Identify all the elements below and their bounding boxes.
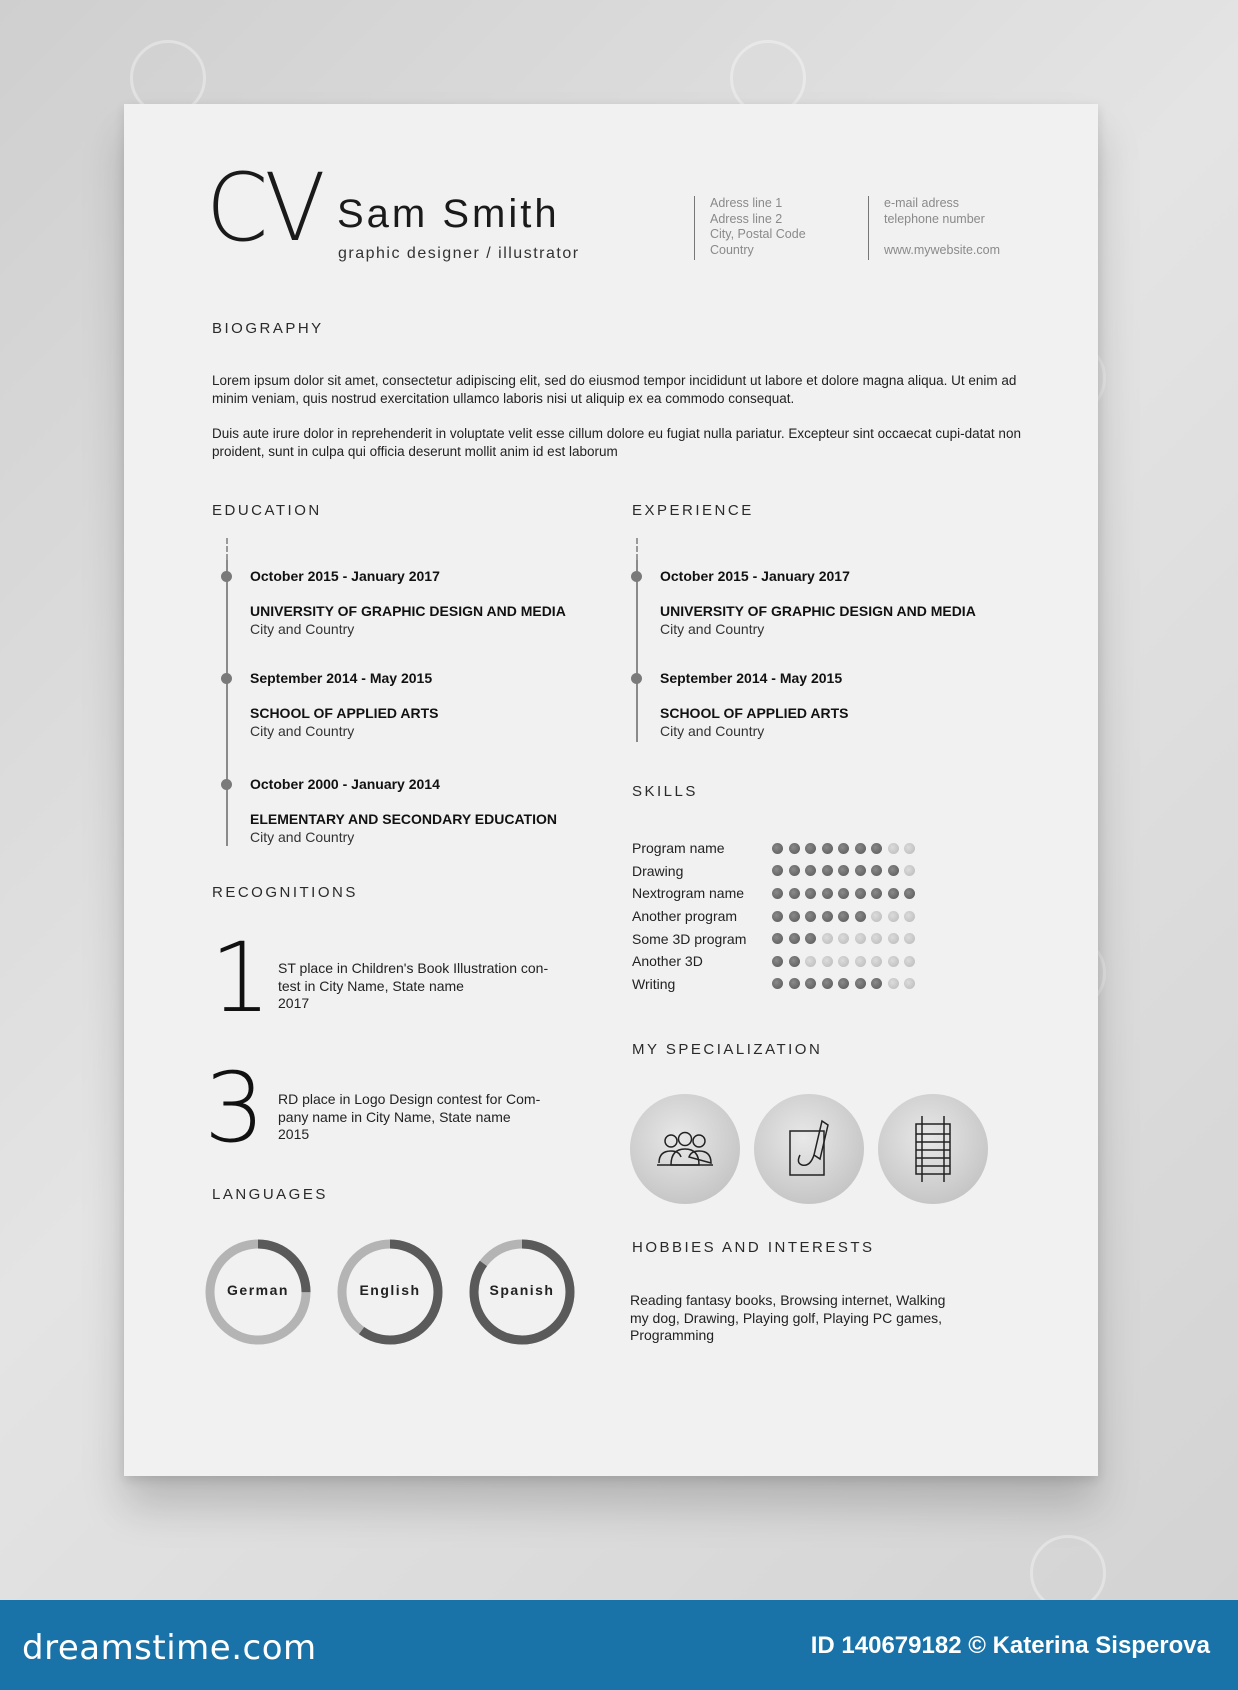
skill-row <box>632 905 962 928</box>
skill-dot-empty <box>855 956 866 967</box>
skill-name: Writing <box>632 975 676 992</box>
skill-row <box>632 837 962 860</box>
skill-row <box>632 860 962 883</box>
experience-heading: EXPERIENCE <box>632 502 754 519</box>
skill-dot-filled <box>772 933 783 944</box>
cv-sheet <box>124 104 1098 1476</box>
website-link[interactable]: www.mywebsite.com <box>884 242 1000 257</box>
experience-place: City and Country <box>660 723 765 739</box>
skill-rating <box>772 933 915 944</box>
skill-dot-filled <box>772 843 783 854</box>
skill-dot-filled <box>871 843 882 854</box>
education-institution: ELEMENTARY AND SECONDARY EDUCATION <box>250 811 557 827</box>
skill-dot-filled <box>838 978 849 989</box>
recognition-number: 1 <box>210 922 272 1034</box>
address-line: City, Postal Code <box>710 227 806 241</box>
skill-dot-filled <box>772 865 783 876</box>
skill-dot-filled <box>855 865 866 876</box>
skill-dot-filled <box>871 888 882 899</box>
skill-row <box>632 950 962 973</box>
skill-dot-empty <box>805 956 816 967</box>
skill-dot-filled <box>789 933 800 944</box>
skill-dot-filled <box>822 978 833 989</box>
skill-dot-filled <box>772 911 783 922</box>
skill-dot-filled <box>888 888 899 899</box>
footer-bar <box>0 1600 1238 1690</box>
timeline-dot <box>221 571 232 582</box>
skill-dot-filled <box>789 956 800 967</box>
skill-dot-empty <box>888 911 899 922</box>
skill-dot-filled <box>855 978 866 989</box>
experience-place: City and Country <box>660 621 765 637</box>
language-name: English <box>359 1282 421 1298</box>
skill-dot-filled <box>789 911 800 922</box>
language-name: Spanish <box>489 1282 555 1298</box>
email-text: e-mail adress <box>884 196 960 210</box>
skill-dot-empty <box>904 978 915 989</box>
language-ring <box>204 1238 312 1346</box>
education-date: October 2015 - January 2017 <box>250 568 440 584</box>
footer-logo[interactable]: dreamstime.com <box>22 1628 317 1668</box>
language-ring <box>468 1238 576 1346</box>
skill-dot-empty <box>871 933 882 944</box>
timeline-dot <box>631 571 642 582</box>
biography-heading: BIOGRAPHY <box>212 320 324 337</box>
biography-paragraph: Duis aute irure dolor in reprehenderit in voluptate velit esse cillum dolore eu fugiat nulla pariatur. Excepteur sint occaecat cupi-datat non proident, sunt in culpa qui officia deserunt mollit anim id est laborum <box>212 426 1021 459</box>
skill-name: Another program <box>632 908 738 925</box>
skill-dot-empty <box>888 956 899 967</box>
skill-dot-empty <box>871 956 882 967</box>
skill-dot-empty <box>904 956 915 967</box>
specialization-circle <box>630 1094 740 1204</box>
skill-dot-empty <box>904 865 915 876</box>
skill-dot-empty <box>888 843 899 854</box>
skill-dot-filled <box>855 911 866 922</box>
skill-dot-filled <box>871 865 882 876</box>
hobbies-text: Reading fantasy books, Browsing internet, Walking my dog, Drawing, Playing golf, Playing PC games, Programming <box>630 1292 946 1343</box>
experience-date: September 2014 - May 2015 <box>660 670 843 686</box>
timeline-line <box>226 560 228 846</box>
hobbies-heading: HOBBIES AND INTERESTS <box>632 1239 875 1256</box>
education-place: City and Country <box>250 723 355 739</box>
skill-dot-empty <box>855 933 866 944</box>
skill-rating <box>772 843 915 854</box>
timeline-start <box>226 538 228 560</box>
skill-name: Program name <box>632 840 725 857</box>
experience-institution: UNIVERSITY OF GRAPHIC DESIGN AND MEDIA <box>660 603 976 619</box>
skill-dot-filled <box>789 843 800 854</box>
skills-list <box>632 837 962 995</box>
skill-dot-filled <box>838 843 849 854</box>
recognition-description: RD place in Logo Design contest for Com-pany name in City Name, State name <box>278 1091 541 1125</box>
skill-dot-empty <box>904 933 915 944</box>
skill-dot-empty <box>904 843 915 854</box>
timeline-start <box>636 538 638 560</box>
book-pages-icon <box>908 1114 958 1184</box>
skill-dot-filled <box>789 888 800 899</box>
skill-dot-filled <box>805 865 816 876</box>
skill-name: Another 3D <box>632 953 703 970</box>
skill-row <box>632 927 962 950</box>
skill-dot-filled <box>822 888 833 899</box>
skill-dot-filled <box>805 933 816 944</box>
timeline-dot <box>221 673 232 684</box>
timeline-line <box>636 560 638 742</box>
skill-name: Nextrogram name <box>632 885 745 902</box>
skill-dot-filled <box>888 865 899 876</box>
skill-dot-filled <box>822 911 833 922</box>
skill-dot-empty <box>871 911 882 922</box>
skill-rating <box>772 956 915 967</box>
phone-text: telephone number <box>884 211 985 226</box>
skill-dot-filled <box>838 888 849 899</box>
address-line: Country <box>710 242 754 257</box>
skill-dot-empty <box>838 956 849 967</box>
skill-rating <box>772 865 915 876</box>
language-name: German <box>227 1282 289 1298</box>
drawing-tablet-icon <box>784 1119 834 1179</box>
group-icon <box>653 1129 717 1169</box>
address-block <box>710 196 806 258</box>
header-divider <box>694 196 695 260</box>
skill-row <box>632 882 962 905</box>
skill-dot-filled <box>772 888 783 899</box>
skills-heading: SKILLS <box>632 783 698 800</box>
recognition-text <box>278 1091 558 1144</box>
skill-dot-empty <box>888 978 899 989</box>
education-institution: SCHOOL OF APPLIED ARTS <box>250 705 439 721</box>
skill-row <box>632 973 962 996</box>
recognition-year: 2015 <box>278 1126 310 1142</box>
skill-dot-empty <box>888 933 899 944</box>
skill-dot-filled <box>838 865 849 876</box>
cv-monogram: CV <box>206 154 322 263</box>
footer-credit: ID 140679182 © Katerina Sisperova <box>810 1632 1210 1659</box>
skill-dot-filled <box>822 843 833 854</box>
experience-date: October 2015 - January 2017 <box>660 568 850 584</box>
education-place: City and Country <box>250 621 355 637</box>
skill-dot-empty <box>904 911 915 922</box>
language-ring <box>336 1238 444 1346</box>
skill-dot-empty <box>822 956 833 967</box>
specialization-circle <box>878 1094 988 1204</box>
skill-dot-filled <box>805 911 816 922</box>
skill-dot-empty <box>838 933 849 944</box>
skill-dot-filled <box>855 888 866 899</box>
specialization-heading: MY SPECIALIZATION <box>632 1041 823 1058</box>
skill-rating <box>772 888 915 899</box>
header-divider <box>868 196 869 260</box>
skill-dot-filled <box>789 865 800 876</box>
skill-dot-filled <box>789 978 800 989</box>
candidate-title: graphic designer / illustrator <box>338 245 580 262</box>
candidate-name: Sam Smith <box>337 192 560 236</box>
address-line: Adress line 2 <box>710 211 783 226</box>
skill-dot-filled <box>904 888 915 899</box>
biography-paragraph: Lorem ipsum dolor sit amet, consectetur adipiscing elit, sed do eiusmod tempor incididunt ut labore et dolore magna aliqua. Ut enim ad minim veniam, quis nostrud exercitation ullamco laboris nisi ut aliquip ex ea commodo consequat. <box>212 373 1017 406</box>
education-institution: UNIVERSITY OF GRAPHIC DESIGN AND MEDIA <box>250 603 566 619</box>
languages-heading: LANGUAGES <box>212 1186 328 1203</box>
skill-dot-filled <box>772 956 783 967</box>
address-line: Adress line 1 <box>710 196 783 210</box>
skill-dot-filled <box>805 843 816 854</box>
contact-block <box>884 196 1000 258</box>
skill-rating <box>772 911 915 922</box>
skill-rating <box>772 978 915 989</box>
timeline-dot <box>631 673 642 684</box>
experience-institution: SCHOOL OF APPLIED ARTS <box>660 705 849 721</box>
skill-name: Drawing <box>632 862 684 879</box>
education-date: September 2014 - May 2015 <box>250 670 433 686</box>
skill-dot-filled <box>772 978 783 989</box>
skill-dot-filled <box>855 843 866 854</box>
skill-dot-filled <box>871 978 882 989</box>
skill-dot-filled <box>838 911 849 922</box>
recognition-description: ST place in Children's Book Illustration con-test in City Name, State name <box>278 960 549 994</box>
timeline-dot <box>221 779 232 790</box>
specialization-circle <box>754 1094 864 1204</box>
recognition-year: 2017 <box>278 995 310 1011</box>
education-date: October 2000 - January 2014 <box>250 776 440 792</box>
education-heading: EDUCATION <box>212 502 322 519</box>
skill-dot-filled <box>822 865 833 876</box>
skill-dot-filled <box>805 978 816 989</box>
recognition-text <box>278 960 558 1013</box>
recognitions-heading: RECOGNITIONS <box>212 884 358 901</box>
skill-dot-empty <box>822 933 833 944</box>
skill-dot-filled <box>805 888 816 899</box>
skill-name: Some 3D program <box>632 930 747 947</box>
recognition-number: 3 <box>204 1052 266 1164</box>
education-place: City and Country <box>250 829 355 845</box>
